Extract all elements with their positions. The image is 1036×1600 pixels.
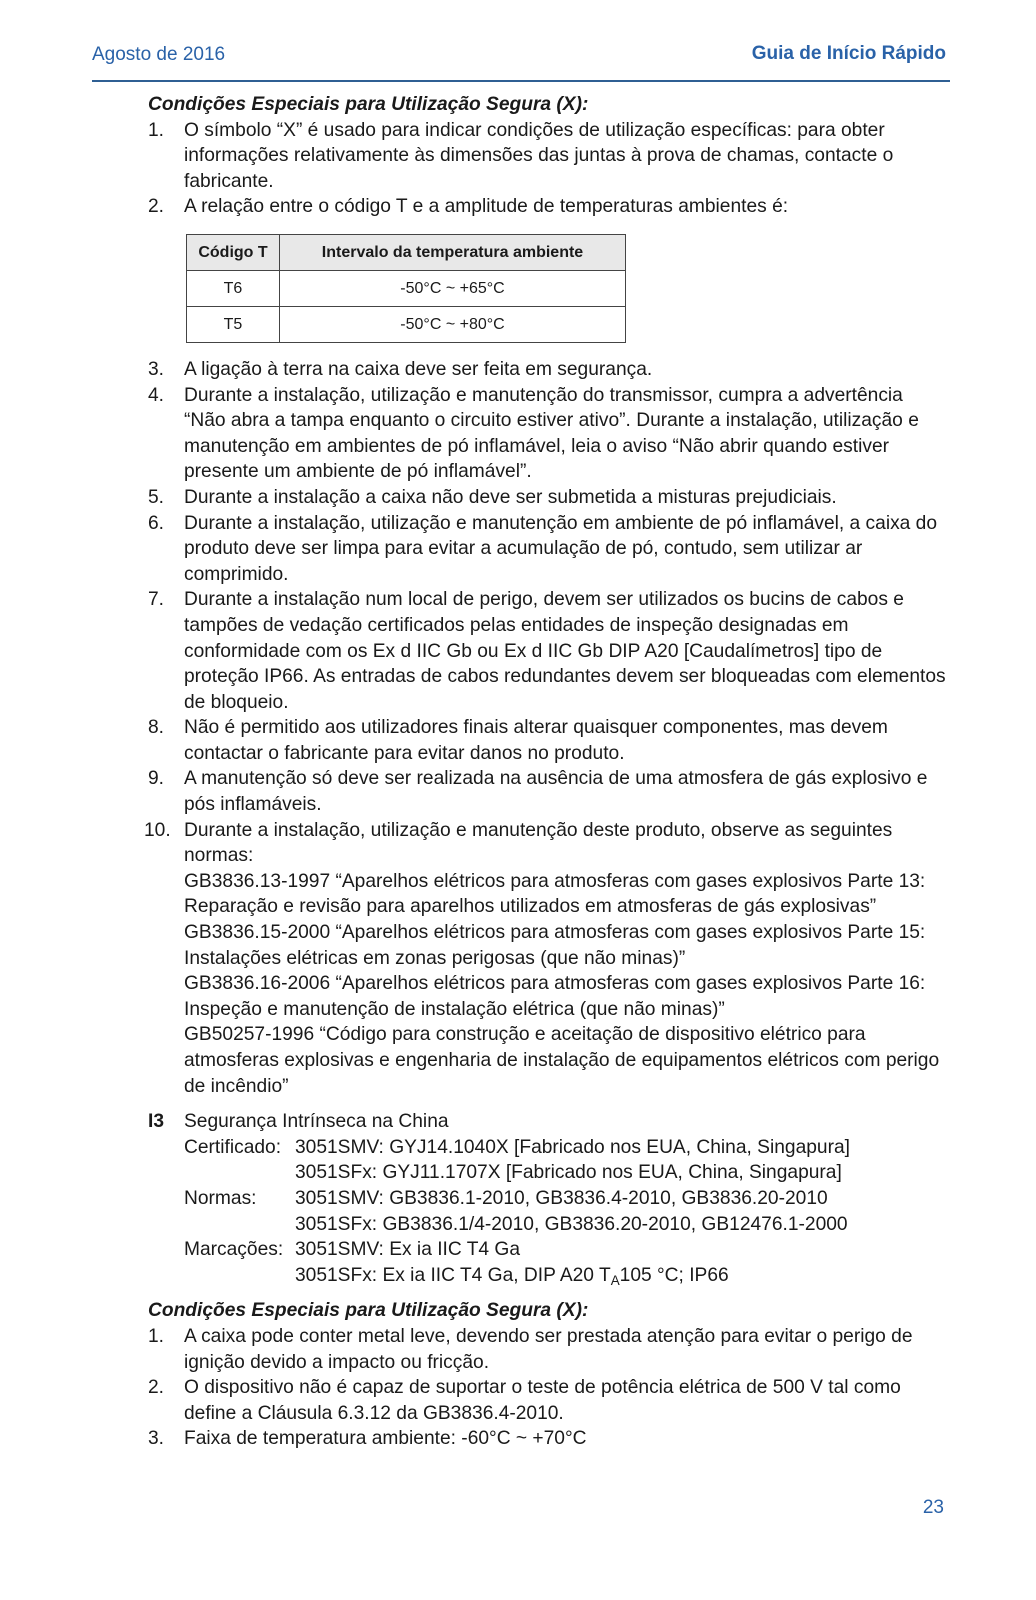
list-text: A ligação à terra na caixa deve ser feita em segurança.	[184, 358, 653, 380]
norm-entry: GB3836.13-1997 “Aparelhos elétricos para atmosferas com gases explosivos Parte 13: Reparação e revisão para aparelhos utilizados em atmosferas de gás explosivas”	[184, 870, 926, 918]
list-item	[148, 1426, 948, 1452]
list-item	[144, 818, 948, 1100]
list-number: 3.	[148, 1428, 165, 1450]
list-text: Durante a instalação, utilização e manutenção em ambiente de pó inflamável, a caixa do produto deve ser limpa para evitar a acumulação de pó, contudo, sem utilizar ar comprimido.	[184, 512, 938, 585]
list-number: 7.	[148, 589, 165, 611]
header-date: Agosto de 2016	[92, 44, 226, 65]
list-number: 3.	[148, 358, 165, 380]
list-text: O dispositivo não é capaz de suportar o teste de potência elétrica de 500 V tal como define a Cláusula 6.3.12 da GB3836.4-2010.	[184, 1377, 901, 1424]
list-item	[148, 511, 948, 588]
marcacoes-text: 3051SFx: Ex ia IIC T4 Ga, DIP A20 T	[295, 1264, 611, 1286]
list-item	[148, 766, 948, 817]
page-content	[144, 92, 948, 1452]
subscript: A	[610, 1272, 620, 1288]
list-item	[148, 383, 948, 485]
i3-section	[148, 1109, 948, 1288]
list-item	[148, 1375, 948, 1426]
list-number: 1.	[148, 1325, 165, 1347]
list-number: 8.	[148, 717, 165, 739]
list-item	[148, 1324, 948, 1375]
page-number: 23	[922, 1497, 944, 1518]
certificado-value: 3051SFx: GYJ11.1707X [Fabricado nos EUA, China, Singapura]	[295, 1162, 842, 1184]
list-text: Faixa de temperatura ambiente: -60°C ~ +70°C	[184, 1428, 587, 1450]
table-header: Intervalo da temperatura ambiente	[280, 234, 626, 270]
page-header	[92, 40, 950, 82]
i3-title: Segurança Intrínseca na China	[184, 1111, 449, 1133]
list-number: 2.	[148, 196, 165, 218]
normas-label: Normas:	[184, 1187, 257, 1209]
normas-row	[184, 1186, 948, 1237]
list-item	[148, 118, 948, 195]
list-number: 9.	[148, 768, 165, 790]
norm-entry: GB3836.15-2000 “Aparelhos elétricos para atmosferas com gases explosivos Parte 15: Instalações elétricas em zonas perigosas (que não minas)”	[184, 922, 926, 969]
table-header: Código T	[187, 234, 280, 270]
conditions-list	[148, 1324, 948, 1452]
list-item	[148, 485, 948, 511]
certificado-value: 3051SMV: GYJ14.1040X [Fabricado nos EUA, China, Singapura]	[295, 1136, 850, 1158]
list-item	[148, 194, 948, 220]
list-number: 5.	[148, 486, 165, 508]
table-cell: -50°C ~ +65°C	[280, 270, 626, 306]
header-title: Guia de Início Rápido	[751, 43, 946, 64]
marcacoes-label: Marcações:	[184, 1239, 284, 1261]
normas-value: 3051SFx: GB3836.1/4-2010, GB3836.20-2010, GB12476.1-2000	[295, 1213, 848, 1235]
list-text: Durante a instalação, utilização e manutenção deste produto, observe as seguintes normas:	[184, 819, 893, 867]
conditions-list	[148, 118, 948, 220]
list-text: O símbolo “X” é usado para indicar condições de utilização específicas: para obter informações relativamente às dimensões das juntas à prova de chamas, contacte o fabricante.	[184, 119, 894, 192]
table-row	[187, 306, 626, 342]
norm-entry: GB50257-1996 “Código para construção e aceitação de dispositivo elétrico para atmosferas explosivas e engenharia de instalação de equipamentos elétricos com perigo de incêndio”	[184, 1024, 940, 1097]
list-item	[148, 587, 948, 715]
list-text: A relação entre o código T e a amplitude de temperaturas ambientes é:	[184, 196, 789, 218]
list-number: 4.	[148, 384, 165, 406]
certificado-row	[184, 1135, 948, 1186]
table-cell: -50°C ~ +80°C	[280, 306, 626, 342]
certificado-label: Certificado:	[184, 1136, 282, 1158]
list-item	[148, 715, 948, 766]
table-row	[187, 270, 626, 306]
normas-value: 3051SMV: GB3836.1-2010, GB3836.4-2010, GB3836.20-2010	[295, 1187, 828, 1209]
list-number: 2.	[148, 1377, 165, 1399]
table-cell: T5	[187, 306, 280, 342]
list-number: 10.	[144, 819, 171, 841]
list-number: 1.	[148, 119, 165, 141]
section2	[148, 1298, 948, 1452]
table-cell: T6	[187, 270, 280, 306]
list-text: Não é permitido aos utilizadores finais alterar quaisquer componentes, mas devem contactar o fabricante para evitar danos no produto.	[184, 717, 888, 764]
conditions-list-continued	[144, 357, 948, 1099]
list-text: Durante a instalação, utilização e manutenção do transmissor, cumpra a advertência “Não abra a tampa enquanto o circuito estiver ativo”. Durante a instalação, utilização e manutenção em ambientes de pó inflamável, leia o aviso “Não abrir quando estiver presente um ambiente de pó inflamável”.	[184, 384, 919, 483]
list-text: Durante a instalação a caixa não deve ser submetida a misturas prejudiciais.	[184, 486, 837, 508]
list-item	[148, 357, 948, 383]
marcacoes-row	[184, 1237, 948, 1288]
marcacoes-text: 105 °C; IP66	[619, 1264, 729, 1286]
section-title: Condições Especiais para Utilização Segura (X):	[148, 1300, 589, 1322]
list-number: 6.	[148, 512, 165, 534]
i3-tag: I3	[148, 1111, 165, 1133]
list-text: A caixa pode conter metal leve, devendo ser prestada atenção para evitar o perigo de ignição devido a impacto ou fricção.	[184, 1325, 913, 1373]
marcacoes-value	[295, 1263, 948, 1289]
table-header-row	[187, 234, 626, 270]
list-text: Durante a instalação num local de perigo, devem ser utilizados os bucins de cabos e tampões de vedação certificados pelas entidades de inspeção designadas em conformidade com os Ex d IIC Gb ou Ex d IIC Gb DIP A20 [Caudalímetros] tipo de proteção IP66. As entradas de cabos redundantes devem ser bloqueadas com elementos de bloqueio.	[184, 589, 946, 713]
temperature-table	[186, 234, 626, 343]
marcacoes-value: 3051SMV: Ex ia IIC T4 Ga	[295, 1239, 521, 1261]
section-title: Condições Especiais para Utilização Segura (X):	[148, 94, 589, 115]
norm-entry: GB3836.16-2006 “Aparelhos elétricos para atmosferas com gases explosivos Parte 16: Inspeção e manutenção de instalação elétrica (que não minas)”	[184, 973, 926, 1020]
list-text: A manutenção só deve ser realizada na ausência de uma atmosfera de gás explosivo e pós inflamáveis.	[184, 768, 928, 816]
